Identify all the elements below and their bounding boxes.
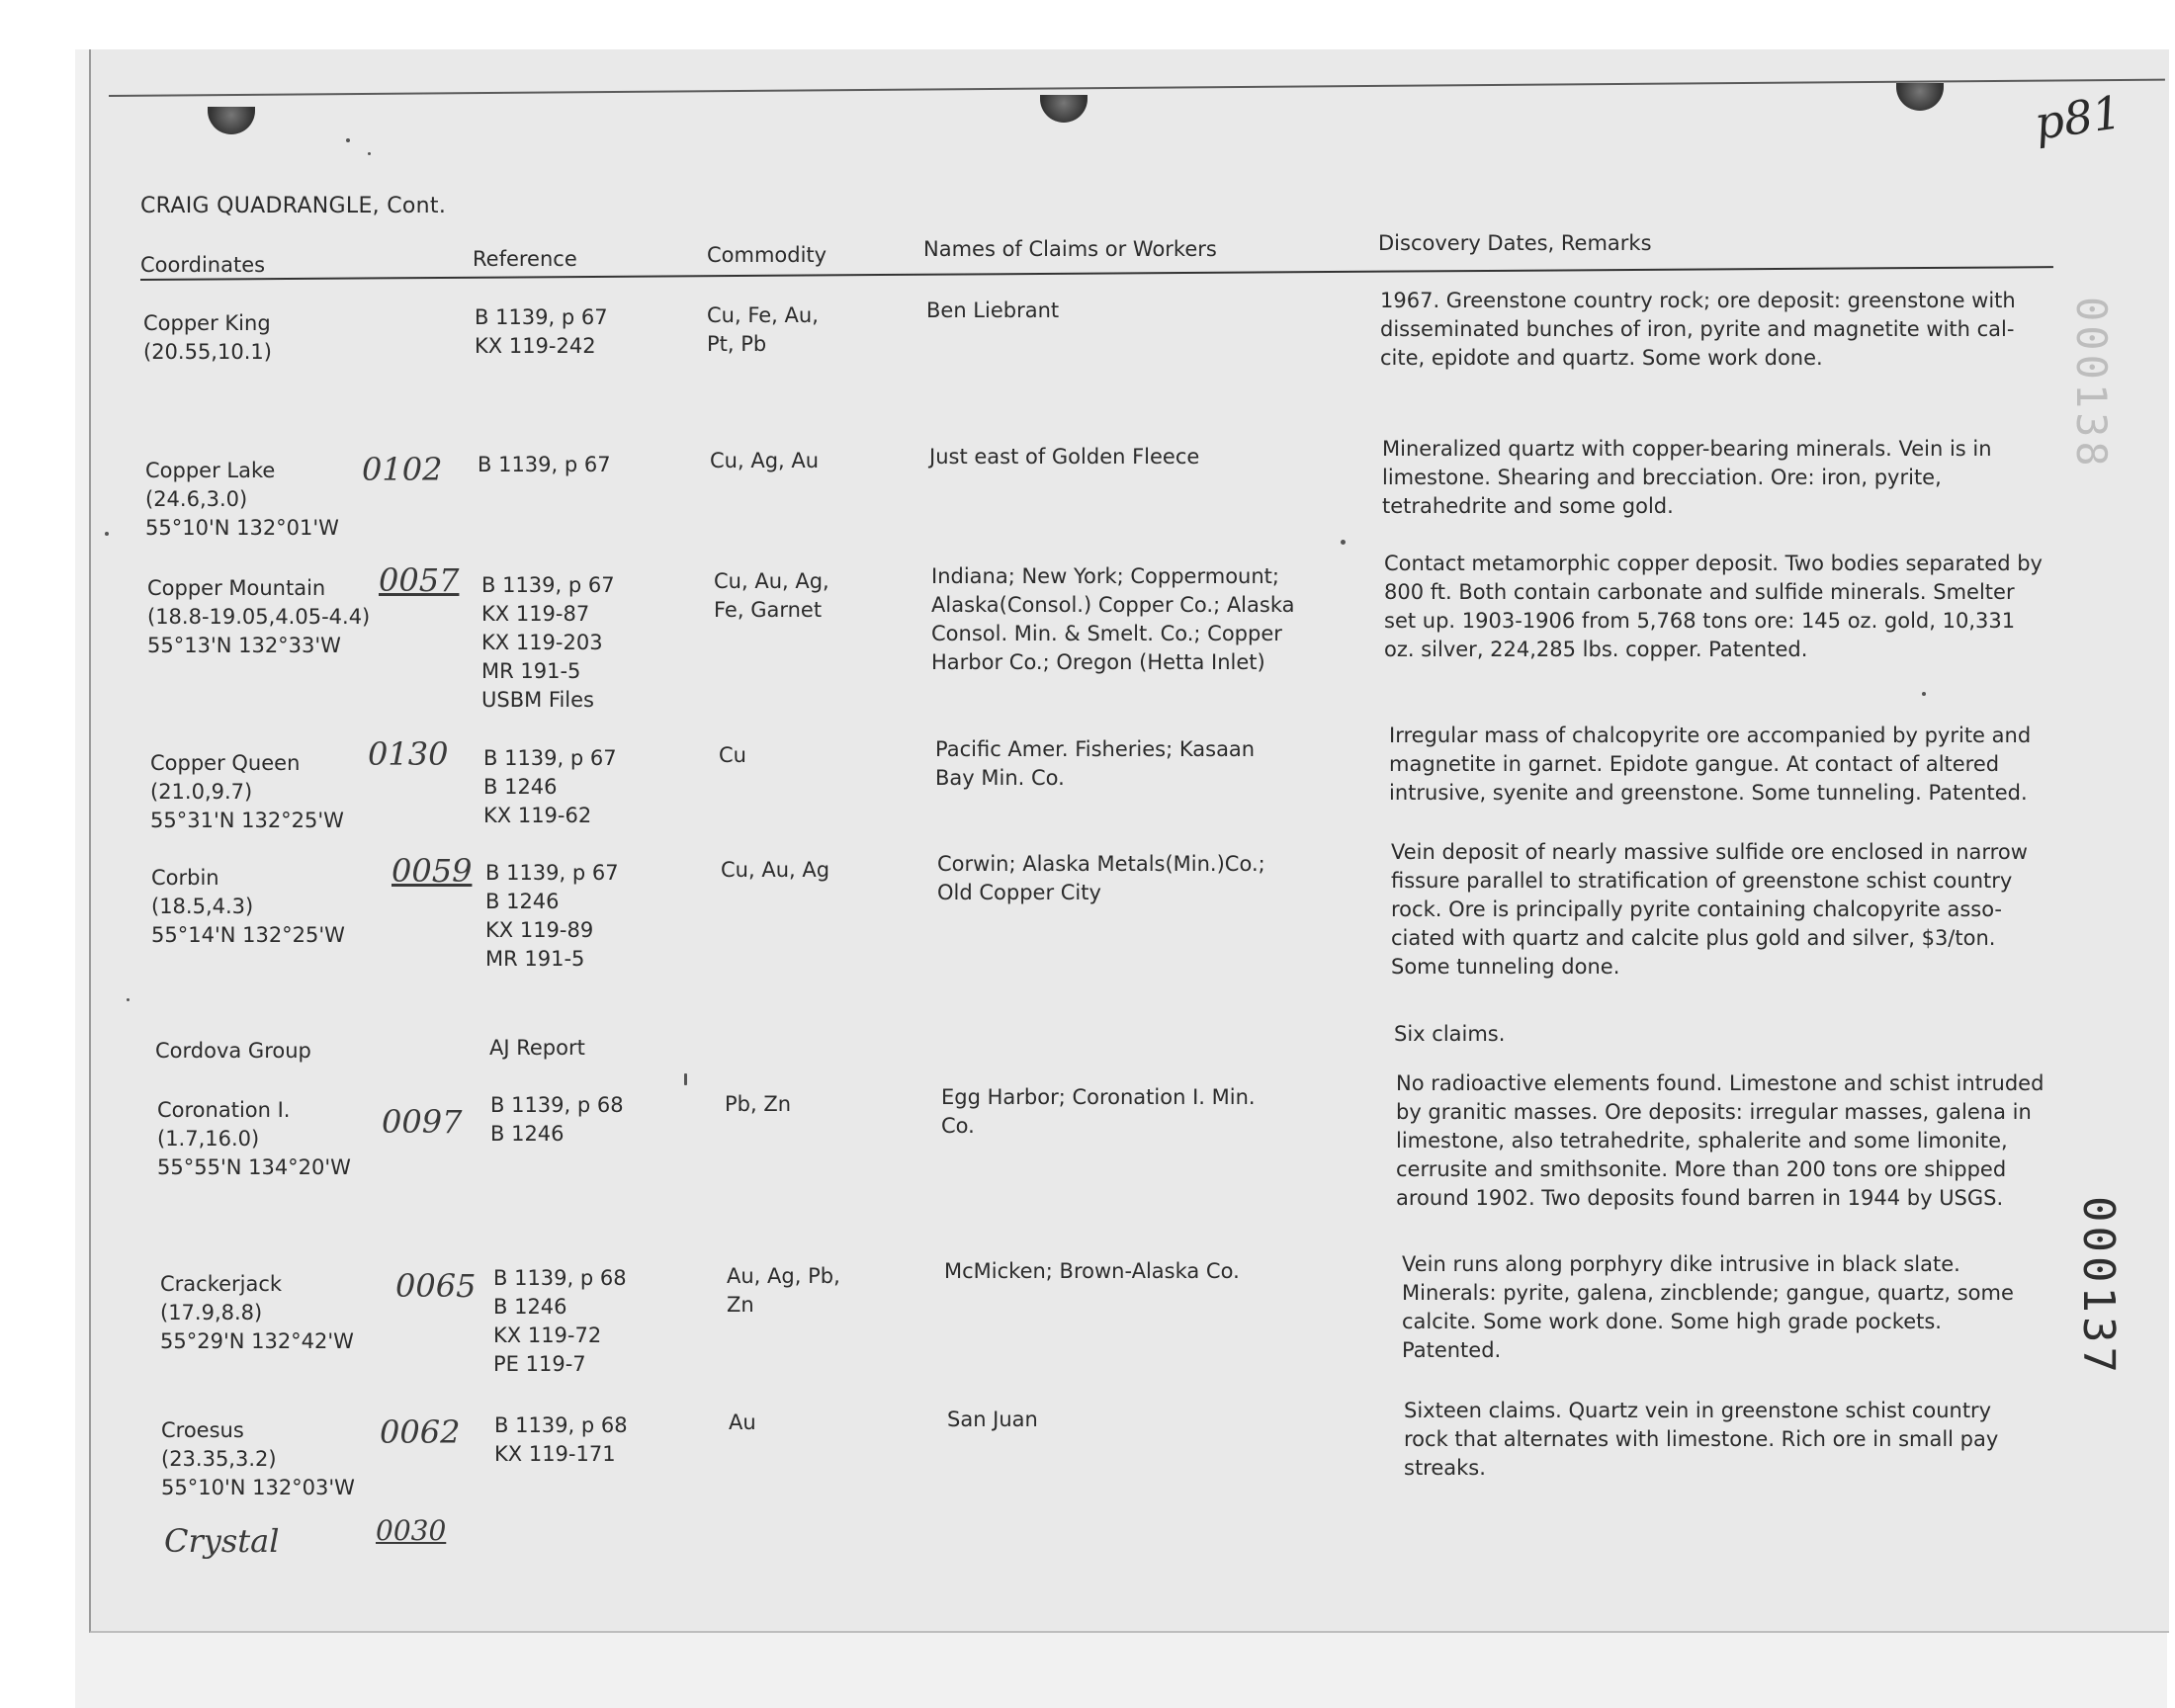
entry-workers: McMicken; Brown-Alaska Co.: [944, 1259, 1240, 1283]
entry-coords: (17.9,8.8): [160, 1301, 263, 1324]
entry-reference: B 1139, p 67 B 1246 KX 119-89 MR 191-5: [485, 861, 619, 971]
entry-commodity: Cu, Au, Ag, Fe, Garnet: [714, 569, 829, 622]
entry-reference: B 1139, p 67 B 1246 KX 119-62: [483, 746, 617, 827]
entry-commodity: Cu, Au, Ag: [721, 858, 830, 882]
entry-name: Copper Queen: [150, 751, 301, 775]
entry-name: Copper King: [143, 311, 271, 335]
entry-remarks: Irregular mass of chalcopyrite ore accompanied by pyrite and magnetite in garnet. Epidote gangue. At contact of altered intrusive, syenite and greenstone. Some tunneling. Patented.: [1389, 724, 2032, 805]
entry-code: 0102: [362, 451, 443, 488]
entry-commodity: Au: [729, 1410, 756, 1434]
entry-remarks: Vein deposit of nearly massive sulfide ore enclosed in narrow fissure parallel to stratification of greenstone schist country rock. Ore is principally pyrite containing chalcopyrite asso- ciated with quartz and calcite plus gold and silver, $3/ton. Some tunneling done.: [1391, 840, 2028, 979]
entry-code: 0130: [368, 735, 449, 773]
column-header-commodity: Commodity: [707, 243, 827, 267]
column-header-reference: Reference: [473, 247, 577, 271]
entry-coords: (18.8-19.05,4.05-4.4): [147, 605, 371, 629]
entry-coords: (18.5,4.3): [151, 895, 254, 918]
entry-code: 0097: [382, 1103, 463, 1141]
entry-coords: (23.35,3.2): [161, 1447, 277, 1471]
document-title: CRAIG QUADRANGLE, Cont.: [140, 194, 447, 218]
scan-margin-left: [0, 0, 75, 1708]
entry-latlon: 55°13'N 132°33'W: [147, 634, 341, 657]
entry-commodity: Cu, Fe, Au, Pt, Pb: [707, 303, 819, 356]
entry-remarks: No radioactive elements found. Limestone and schist intruded by granitic masses. Ore deposits: irregular masses, galena in limestone, also tetrahedrite, sphalerite and some limonite, cerrusite and smithsonite. More than 200 tons ore shipped around 1902. Two deposits found barren in 1944 by USGS.: [1396, 1071, 2044, 1210]
entry-workers: Indiana; New York; Coppermount; Alaska(Consol.) Copper Co.; Alaska Consol. Min. & Smelt. Co.; Copper Harbor Co.; Oregon (Hetta Inlet): [931, 564, 1295, 674]
entry-remarks: Vein runs along porphyry dike intrusive in black slate. Minerals: pyrite, galena, zincblende; gangue, quartz, some calcite. Some work done. Some high grade pockets. Patented.: [1402, 1252, 2014, 1362]
entry-coords: (21.0,9.7): [150, 780, 253, 804]
entry-name: Coronation I.: [157, 1098, 291, 1122]
entry-latlon: 55°55'N 134°20'W: [157, 1155, 351, 1179]
column-header-remarks: Discovery Dates, Remarks: [1378, 231, 1652, 255]
entry-coords: (20.55,10.1): [143, 340, 272, 364]
entry-commodity: Cu: [719, 743, 746, 767]
entry-commodity: Cu, Ag, Au: [710, 449, 820, 472]
entry-name: Crackerjack: [160, 1272, 283, 1296]
entry-name-handwritten: Crystal: [164, 1522, 280, 1560]
entry-remarks: Sixteen claims. Quartz vein in greenstone schist country rock that alternates with limestone. Rich ore in small pay streaks.: [1404, 1399, 1999, 1480]
entry-workers: San Juan: [947, 1408, 1038, 1431]
entry-remarks: 1967. Greenstone country rock; ore deposit: greenstone with disseminated bunches of iron, pyrite and magnetite with cal- cite, epidote and quartz. Some work done.: [1380, 289, 2016, 370]
entry-latlon: 55°14'N 132°25'W: [151, 923, 345, 947]
entry-name: Copper Lake: [145, 459, 276, 482]
column-header-coordinates: Coordinates: [140, 253, 266, 277]
entry-latlon: 55°31'N 132°25'W: [150, 809, 344, 832]
entry-latlon: 55°29'N 132°42'W: [160, 1329, 354, 1353]
entry-reference: B 1139, p 67 KX 119-242: [475, 305, 608, 358]
entry-workers: Ben Liebrant: [926, 299, 1060, 322]
entry-latlon: 55°10'N 132°03'W: [161, 1476, 355, 1499]
entry-name: Corbin: [151, 866, 219, 890]
entry-remarks: Contact metamorphic copper deposit. Two bodies separated by 800 ft. Both contain carbonate and sulfide minerals. Smelter set up. 1903-1906 from 5,768 tons ore: 145 oz. gold, 10,331 oz. silver, 224,285 lbs. copper. Patented.: [1384, 552, 2043, 661]
scan-speck: [127, 998, 130, 1001]
entry-coords: (1.7,16.0): [157, 1127, 260, 1151]
entry-reference: B 1139, p 67 KX 119-87 KX 119-203 MR 191-5 USBM Files: [481, 573, 615, 712]
entry-coords: (24.6,3.0): [145, 487, 248, 511]
entry-workers: Pacific Amer. Fisheries; Kasaan Bay Min. Co.: [935, 737, 1256, 790]
entry-reference: B 1139, p 68 KX 119-171: [494, 1413, 628, 1466]
entry-reference: B 1139, p 68 B 1246 KX 119-72 PE 119-7: [493, 1266, 627, 1376]
entry-workers: Egg Harbor; Coronation I. Min. Co.: [941, 1085, 1256, 1138]
entry-commodity: Pb, Zn: [725, 1092, 792, 1116]
entry-code: 0059: [392, 852, 473, 890]
entry-code: 0057: [379, 561, 460, 599]
entry-code: 0062: [380, 1413, 461, 1451]
scan-margin-top: [0, 0, 2175, 49]
scan-speck: [684, 1073, 687, 1085]
scan-speck: [368, 152, 371, 155]
page-number-annotation: p81: [2031, 85, 2126, 150]
entry-workers: Just east of Golden Fleece: [929, 445, 1200, 469]
scan-speck: [105, 532, 109, 536]
entry-name: Croesus: [161, 1418, 244, 1442]
entry-name: Copper Mountain: [147, 576, 326, 600]
entry-remarks: Six claims.: [1394, 1022, 1506, 1046]
scan-speck: [1922, 692, 1926, 696]
entry-reference: B 1139, p 68 B 1246: [490, 1093, 624, 1146]
scan-speck: [346, 138, 350, 142]
scan-speck: [1341, 540, 1346, 545]
column-header-claims: Names of Claims or Workers: [923, 237, 1217, 261]
entry-workers: Corwin; Alaska Metals(Min.)Co.; Old Copper City: [937, 852, 1265, 904]
stamp-number-faint: 000138: [2067, 297, 2116, 470]
entry-remarks: Mineralized quartz with copper-bearing minerals. Vein is in limestone. Shearing and brecciation. Ore: iron, pyrite, tetrahedrite and some gold.: [1382, 437, 1992, 518]
entry-code: 0065: [395, 1267, 477, 1305]
entry-reference: AJ Report: [489, 1036, 585, 1060]
entry-latlon: 55°10'N 132°01'W: [145, 516, 339, 540]
stamp-number-dark: 000137: [2073, 1196, 2124, 1377]
entry-reference: B 1139, p 67: [478, 453, 611, 476]
entry-commodity: Au, Ag, Pb, Zn: [727, 1264, 840, 1317]
entry-name: Cordova Group: [155, 1039, 311, 1063]
entry-code: 0030: [376, 1514, 447, 1547]
